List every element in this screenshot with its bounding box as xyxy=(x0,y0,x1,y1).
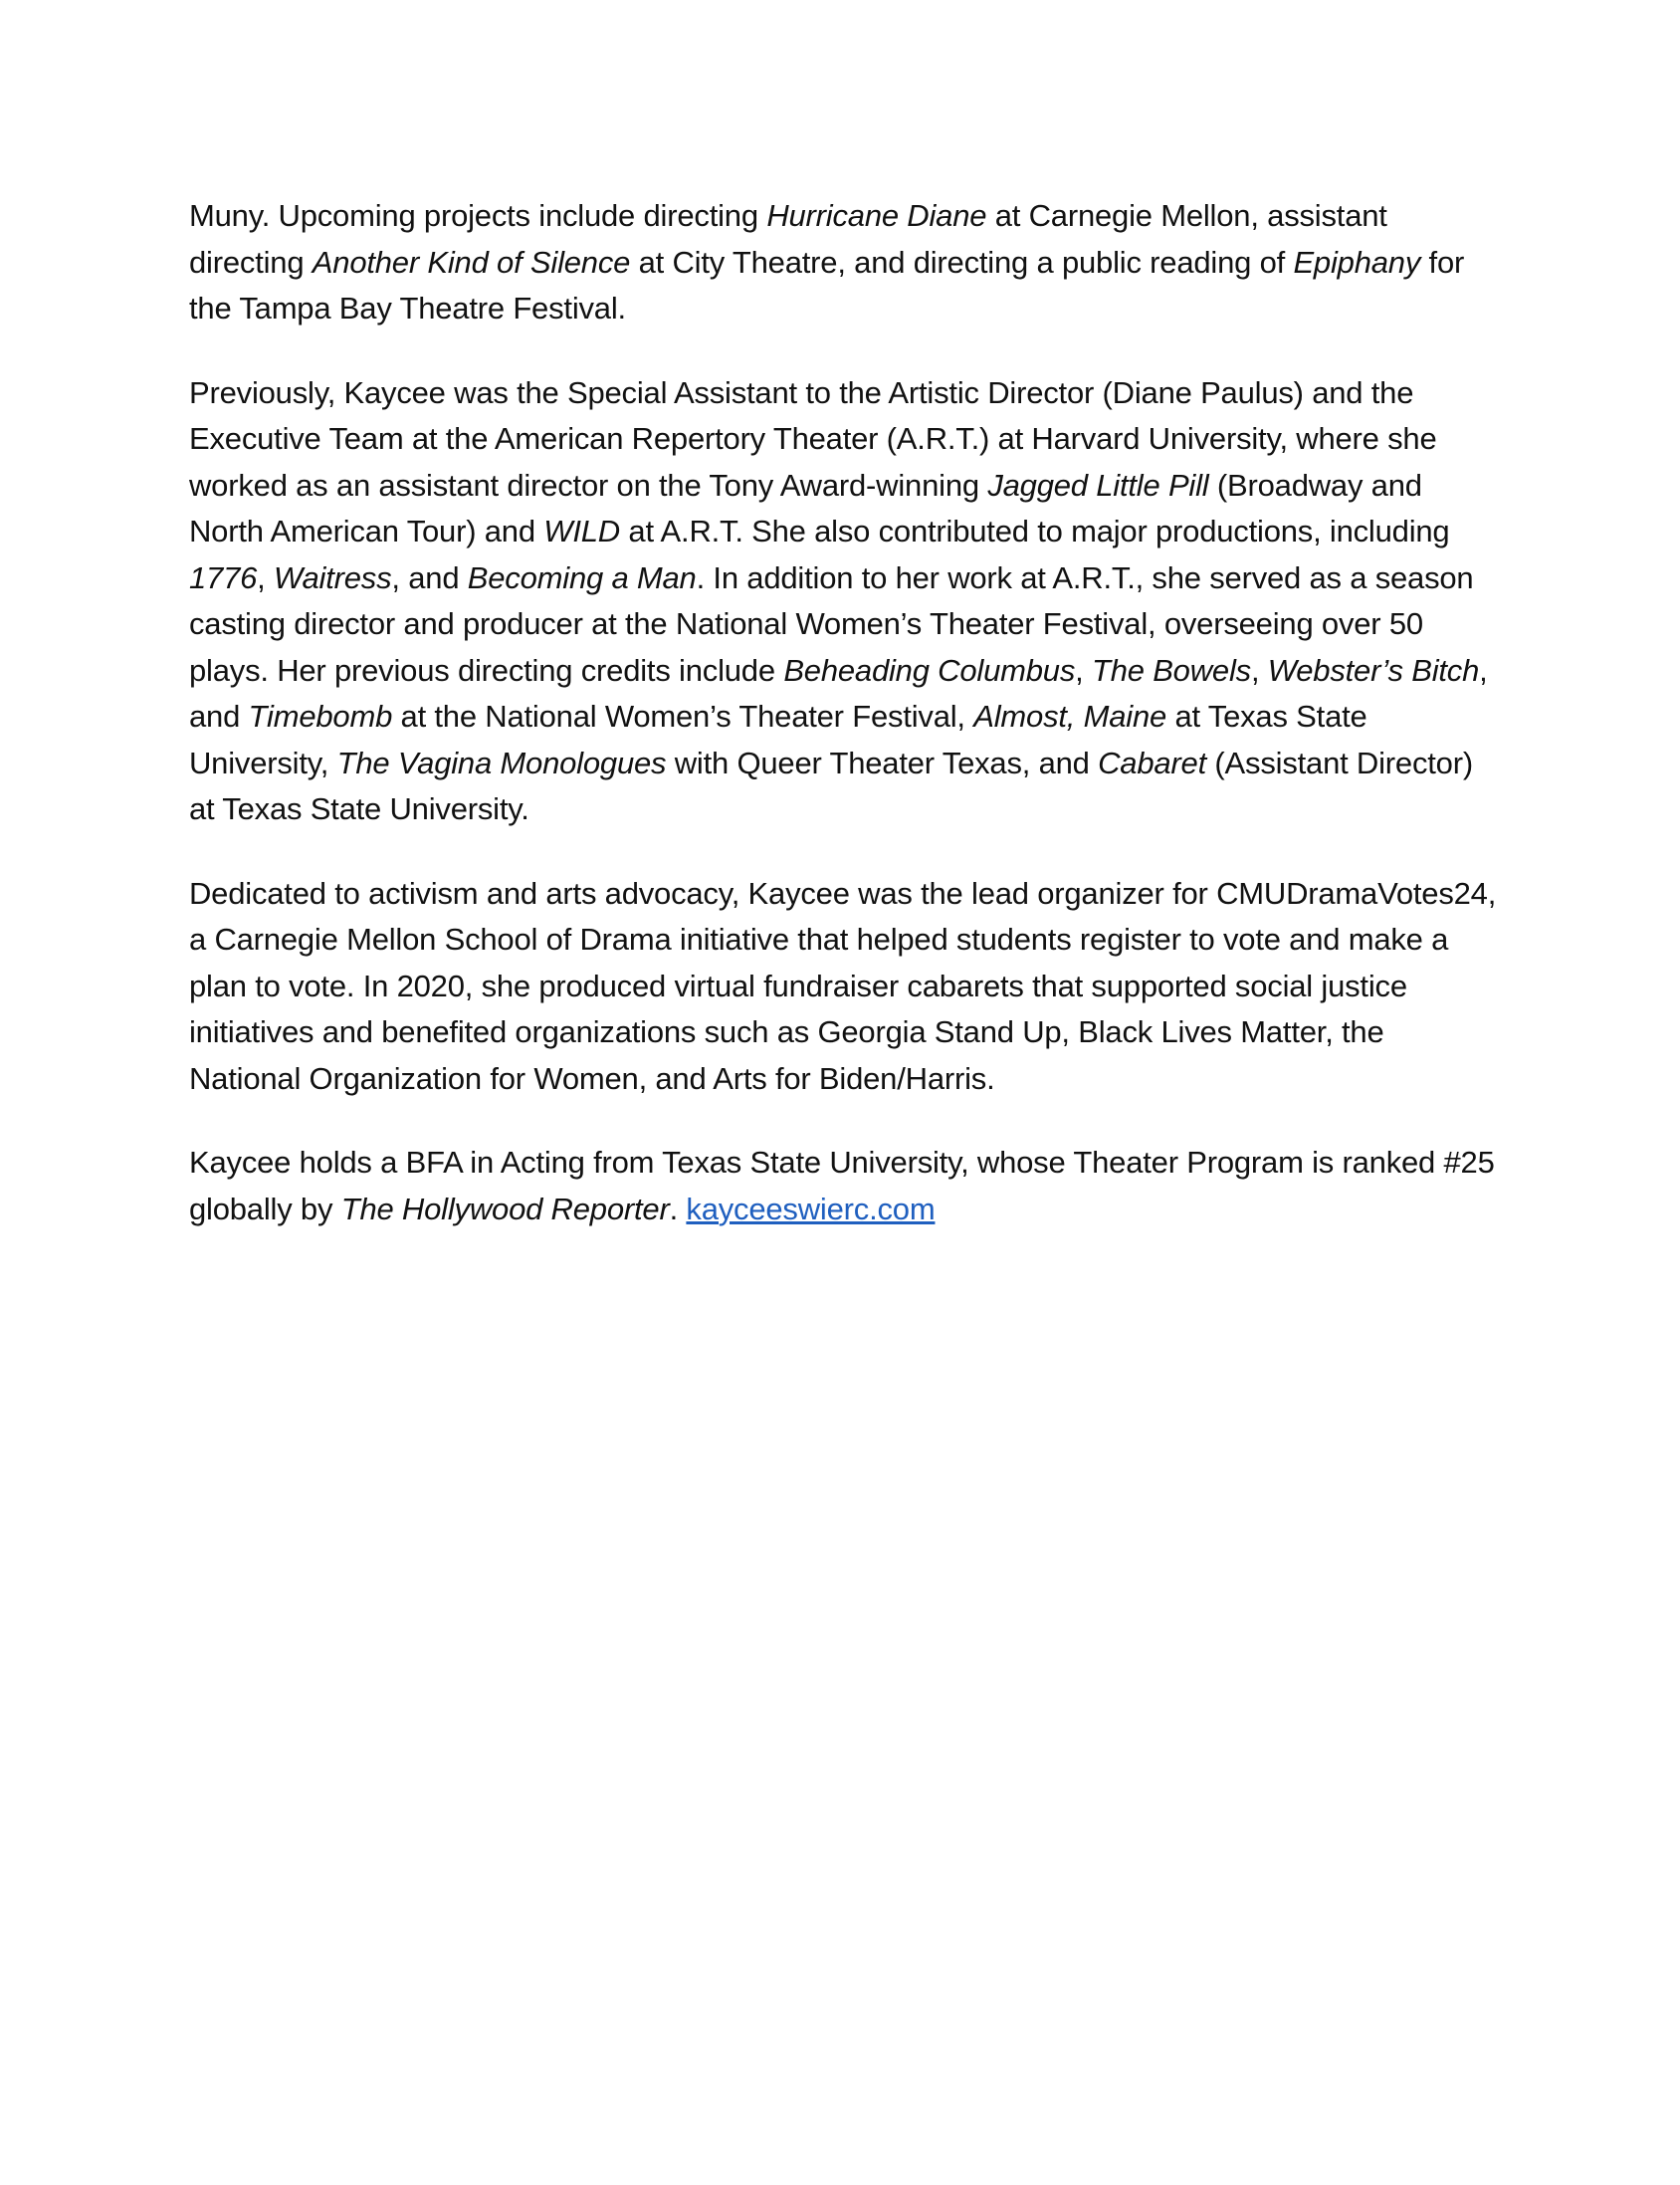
paragraph-activism xyxy=(189,871,1503,1103)
text-segment: . In addition to her work at A.R.T., she served as a season casting director and producer at the National Women’s Theater Festival, overseeing over 50 plays. Her previous directing credits include xyxy=(189,559,1474,688)
text-segment: at City Theatre, and directing a public reading of xyxy=(630,244,1294,280)
italic-title: Becoming a Man xyxy=(467,559,697,595)
text-segment: at A.R.T. She also contributed to major productions, including xyxy=(619,514,1450,548)
text-segment: , xyxy=(257,559,274,595)
paragraph-education xyxy=(189,1140,1503,1232)
italic-title: Timebomb xyxy=(248,699,393,734)
text-segment: Previously, Kaycee was the Special Assistant to the Artistic Director (Diane Paulus) and the Executive Team at the American Repertory Theater (A.R.T.) at Harvard University, where she worked as an assistant director on the Tony Award-winning xyxy=(189,374,1437,503)
text-segment: at Carnegie Mellon, assistant directing xyxy=(189,198,1387,280)
text-segment: , xyxy=(1250,652,1268,688)
text-segment: at the National Women’s Theater Festival, xyxy=(392,699,974,734)
text-segment: , xyxy=(1075,652,1092,688)
text-segment: for the Tampa Bay Theatre Festival. xyxy=(189,244,1465,326)
italic-title: The Hollywood Reporter xyxy=(340,1191,670,1226)
text-segment: with Queer Theater Texas, and xyxy=(666,745,1099,780)
italic-title: The Vagina Monologues xyxy=(336,745,667,780)
italic-title: Another Kind of Silence xyxy=(312,244,631,280)
italic-title: Webster’s Bitch xyxy=(1267,652,1480,688)
text-segment: at Texas State University, xyxy=(189,699,1367,780)
italic-title: 1776 xyxy=(189,559,258,595)
text-segment: Muny. Upcoming projects include directing xyxy=(189,198,767,233)
italic-title: WILD xyxy=(543,514,620,548)
italic-title: Hurricane Diane xyxy=(766,198,987,233)
text-segment: . xyxy=(669,1191,687,1226)
document-body xyxy=(189,193,1503,1270)
paragraph-upcoming-projects xyxy=(189,193,1503,332)
italic-title: Waitress xyxy=(274,559,392,595)
text-segment: , and xyxy=(189,652,1488,734)
website-link[interactable]: kayceeswierc.com xyxy=(686,1191,936,1226)
text-segment: (Assistant Director) at Texas State University. xyxy=(189,745,1473,826)
italic-title: Beheading Columbus xyxy=(783,652,1076,688)
italic-title: Jagged Little Pill xyxy=(987,467,1209,503)
text-segment: Kaycee holds a BFA in Acting from Texas State University, whose Theater Program is ranked #25 globally by xyxy=(189,1145,1495,1226)
text-segment: Dedicated to activism and arts advocacy, Kaycee was the lead organizer for CMUDramaVotes24, a Carnegie Mellon School of Drama initiative that helped students register to vote and make a plan to vote. In 2020, she produced virtual fundraiser cabarets that supported social justice initiatives and benefited organizations such as Georgia Stand Up, Black Lives Matter, the National Organization for Women, and Arts for Biden/Harris. xyxy=(189,875,1497,1096)
italic-title: Almost, Maine xyxy=(973,699,1167,734)
italic-title: The Bowels xyxy=(1091,652,1251,688)
text-segment: , and xyxy=(391,559,468,595)
text-segment: (Broadway and North American Tour) and xyxy=(189,467,1422,548)
paragraph-previous-work xyxy=(189,370,1503,833)
italic-title: Epiphany xyxy=(1293,244,1421,280)
italic-title: Cabaret xyxy=(1098,745,1207,780)
